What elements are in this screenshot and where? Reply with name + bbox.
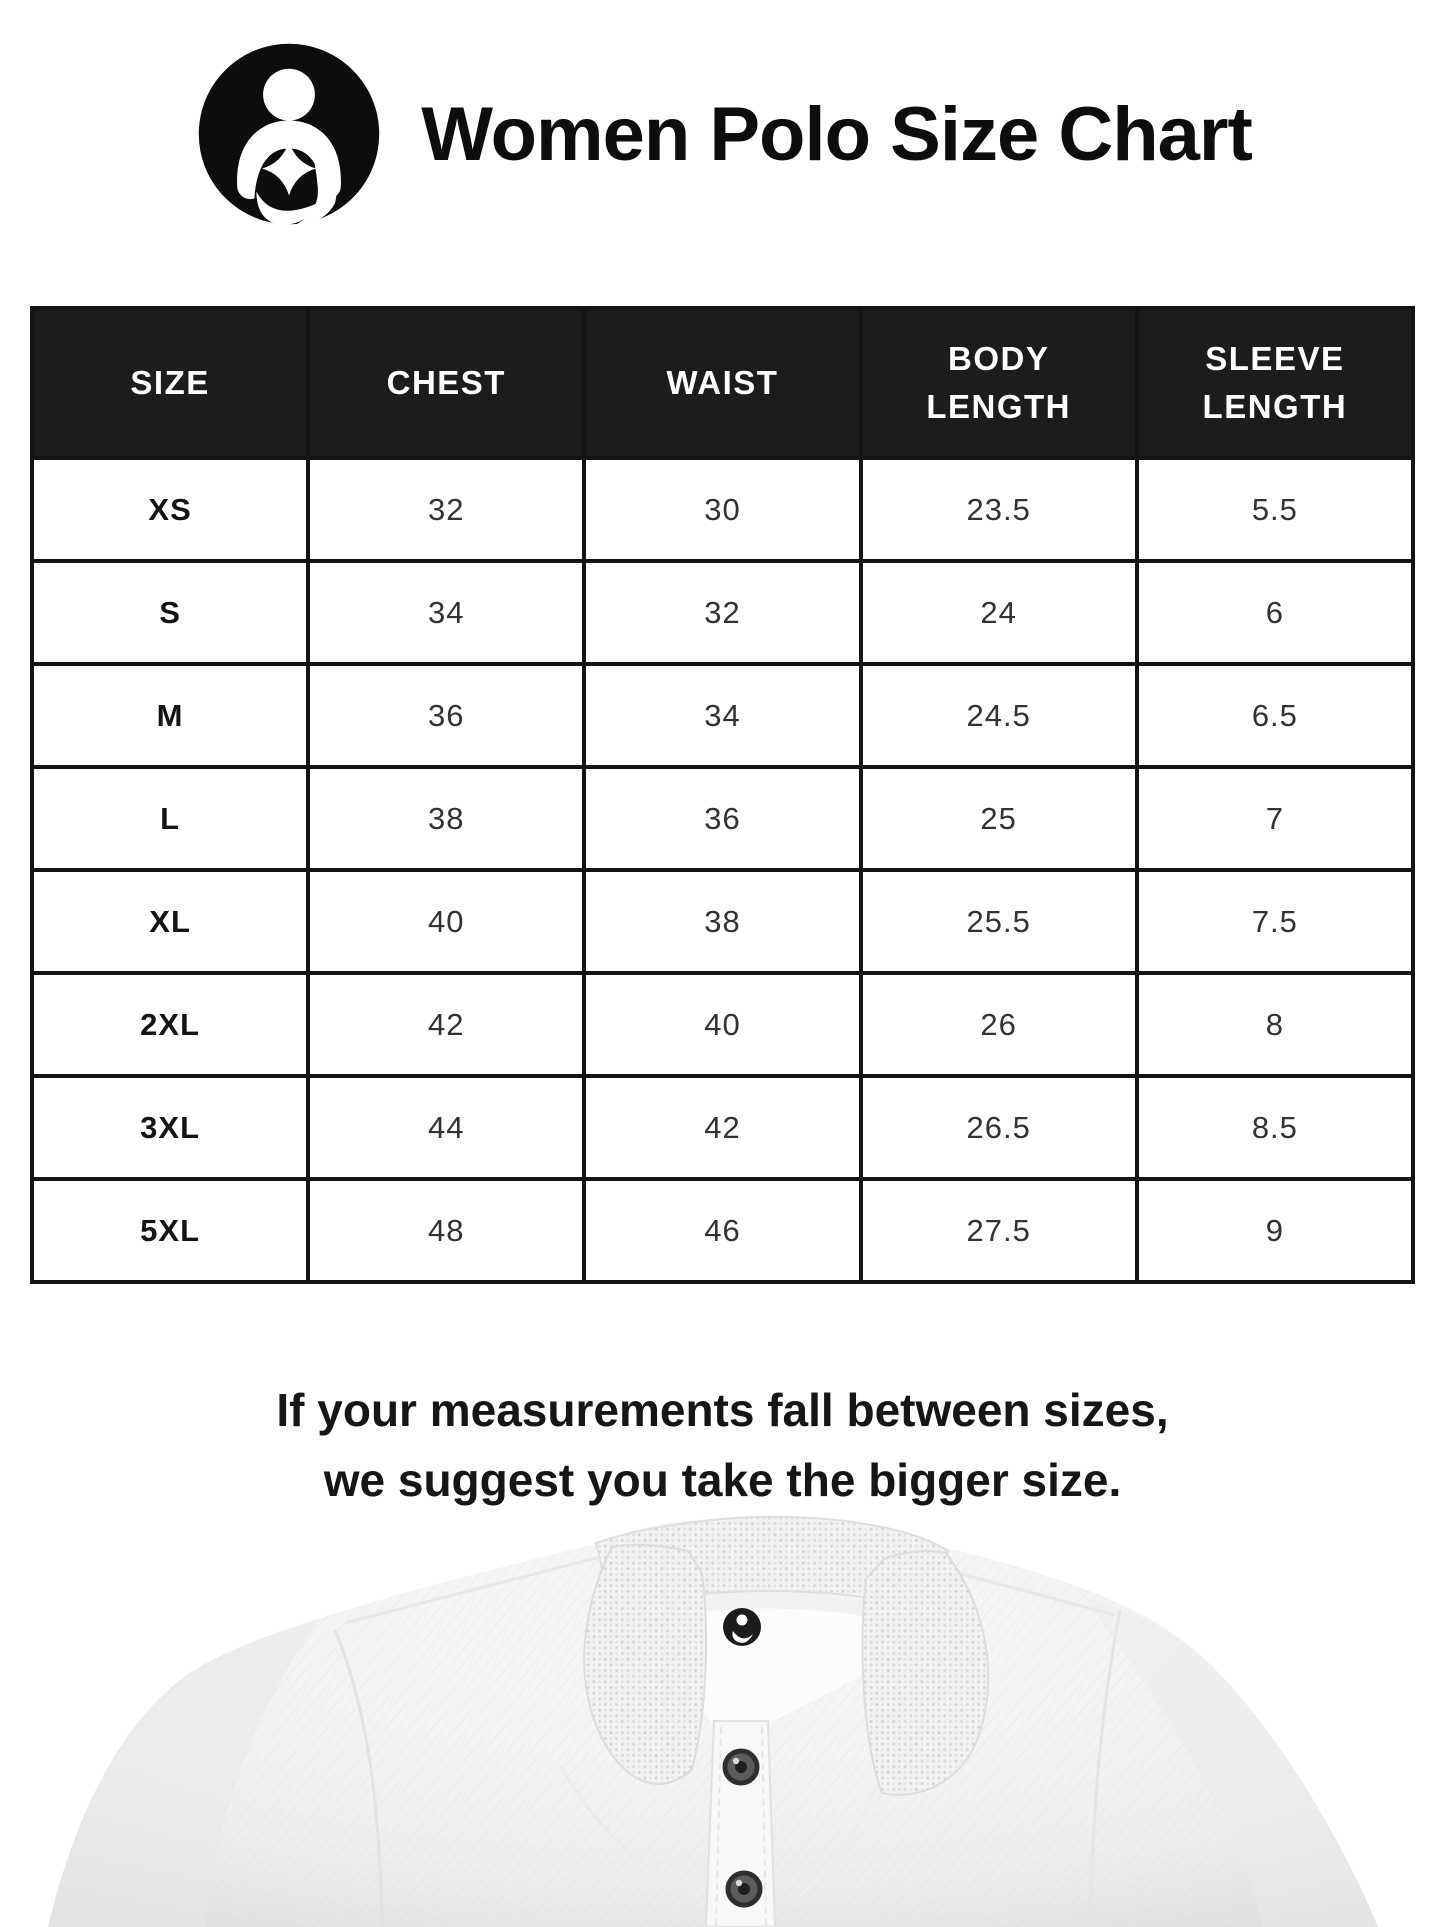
table-row [32,1076,1413,1179]
size-value-cell: 36 [584,767,860,870]
size-value-cell: 32 [584,561,860,664]
column-header-chest: CHEST [308,308,584,458]
column-header-sleeve-length: SLEEVE LENGTH [1137,308,1413,458]
polo-shirt-image [0,1515,1445,1927]
sizing-note-line-2: we suggest you take the bigger size. [323,1453,1122,1506]
size-label-cell: 3XL [32,1076,308,1179]
header [0,0,1445,230]
size-value-cell: 38 [584,870,860,973]
column-header-waist: WAIST [584,308,860,458]
size-value-cell: 32 [308,458,584,561]
size-value-cell: 6.5 [1137,664,1413,767]
size-table [30,306,1415,1284]
size-value-cell: 42 [308,973,584,1076]
page-title: Women Polo Size Chart [421,91,1252,177]
size-table-head [32,308,1413,458]
polo-button-bottom [728,1873,760,1905]
size-value-cell: 44 [308,1076,584,1179]
size-value-cell: 40 [308,870,584,973]
size-value-cell: 7 [1137,767,1413,870]
size-label-cell: 2XL [32,973,308,1076]
size-value-cell: 7.5 [1137,870,1413,973]
size-value-cell: 27.5 [861,1179,1137,1282]
size-value-cell: 23.5 [861,458,1137,561]
polo-button-top [725,1751,757,1783]
size-value-cell: 8.5 [1137,1076,1413,1179]
size-value-cell: 40 [584,973,860,1076]
size-label-cell: XS [32,458,308,561]
size-value-cell: 38 [308,767,584,870]
size-value-cell: 48 [308,1179,584,1282]
size-value-cell: 8 [1137,973,1413,1076]
size-value-cell: 36 [308,664,584,767]
size-label-cell: L [32,767,308,870]
size-value-cell: 34 [584,664,860,767]
size-value-cell: 6 [1137,561,1413,664]
size-value-cell: 24.5 [861,664,1137,767]
size-label-cell: M [32,664,308,767]
column-header-size: SIZE [32,308,308,458]
table-row [32,870,1413,973]
size-value-cell: 9 [1137,1179,1413,1282]
size-value-cell: 25 [861,767,1137,870]
size-table-body [32,458,1413,1282]
size-value-cell: 46 [584,1179,860,1282]
table-row [32,561,1413,664]
brand-logo-icon [193,38,385,230]
size-value-cell: 26 [861,973,1137,1076]
sizing-note [0,1376,1445,1516]
size-value-cell: 5.5 [1137,458,1413,561]
column-header-body-length: BODY LENGTH [861,308,1137,458]
size-value-cell: 42 [584,1076,860,1179]
table-row [32,458,1413,561]
table-row [32,1179,1413,1282]
size-value-cell: 25.5 [861,870,1137,973]
table-row [32,767,1413,870]
sizing-note-line-1: If your measurements fall between sizes, [276,1384,1169,1436]
size-value-cell: 24 [861,561,1137,664]
table-row [32,664,1413,767]
size-label-cell: XL [32,870,308,973]
size-value-cell: 26.5 [861,1076,1137,1179]
table-row [32,973,1413,1076]
size-value-cell: 34 [308,561,584,664]
size-value-cell: 30 [584,458,860,561]
size-label-cell: S [32,561,308,664]
table-header-row [32,308,1413,458]
size-label-cell: 5XL [32,1179,308,1282]
collar-brand-tag-icon [723,1608,761,1646]
